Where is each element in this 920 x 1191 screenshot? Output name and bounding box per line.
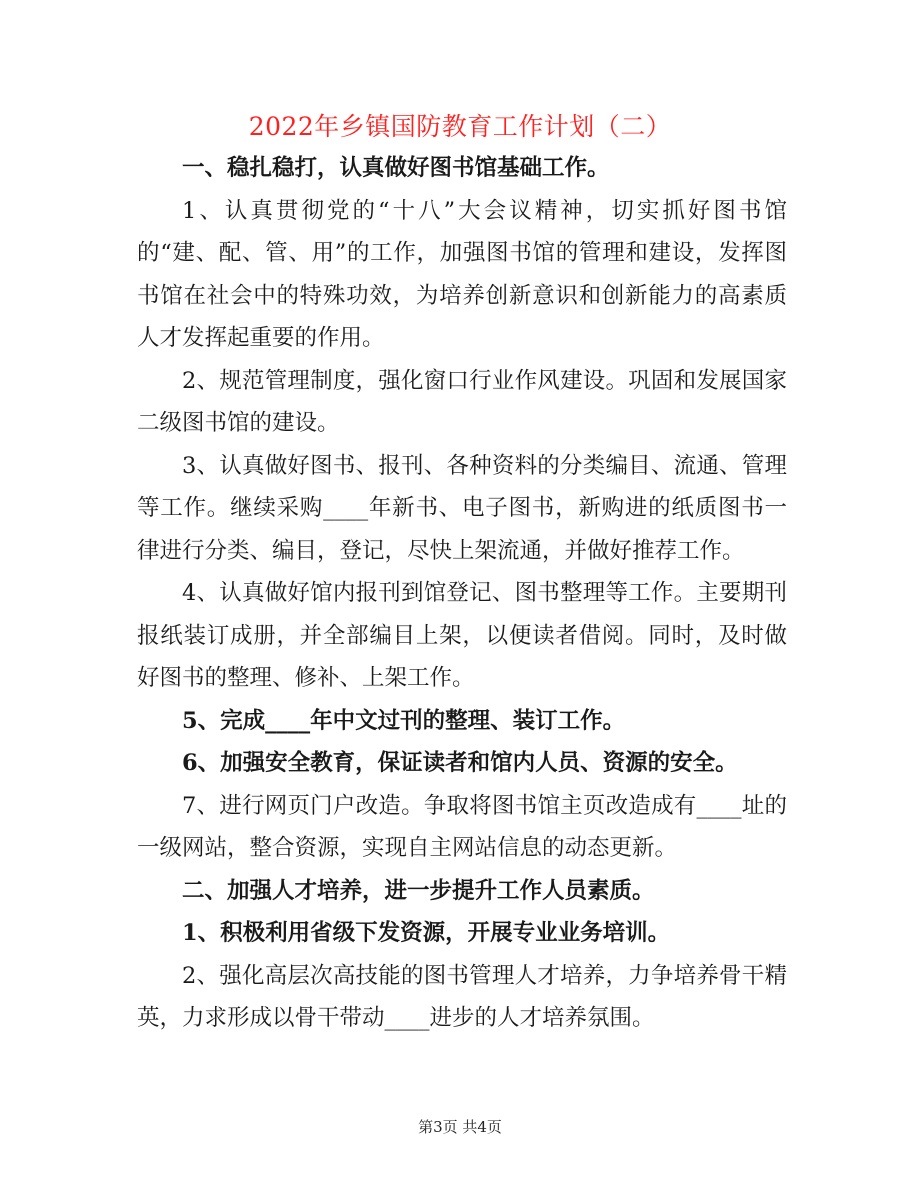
paragraph: 4、认真做好馆内报刊到馆登记、图书整理等工作。主要期刊报纸装订成册，并全部编目上架，以便读者借阅。同时，及时做好图书的整理、修补、上架工作。: [137, 580, 787, 691]
page-number: 第3页 共4页: [418, 1118, 502, 1136]
paragraph: 二、加强人才培养，进一步提升工作人员素质。: [182, 877, 655, 904]
paragraph: 一、稳扎稳打，认真做好图书馆基础工作。: [182, 155, 610, 181]
document-body: [137, 147, 787, 1040]
paragraph: 2、强化高层次高技能的图书管理人才培养，力争培养骨干精英，力求形成以骨干带动____进步的人才培养氛围。: [137, 962, 787, 1031]
paragraph: 1、认真贯彻党的“十八”大会议精神，切实抓好图书馆的“建、配、管、用”的工作，加强图书馆的管理和建设，发挥图书馆在社会中的特殊功效，为培养创新意识和创新能力的高素质人才发挥起重要的作用。: [137, 197, 787, 351]
document-title: 2022年乡镇国防教育工作计划（二）: [248, 112, 672, 141]
paragraph: 7、进行网页门户改造。争取将图书馆主页改造成有____址的一级网站，整合资源，实现自主网站信息的动态更新。: [137, 792, 787, 861]
paragraph: 3、认真做好图书、报刊、各种资料的分类编目、流通、管理等工作。继续采购____年新书、电子图书，新购进的纸质图书一律进行分类、编目，登记，尽快上架流通，并做好推荐工作。: [137, 452, 787, 564]
paragraph: 1、积极利用省级下发资源，开展专业业务培训。: [182, 920, 671, 946]
paragraph: 2、规范管理制度，强化窗口行业作风建设。巩固和发展国家二级图书馆的建设。: [137, 367, 787, 436]
paragraph: 5、完成____年中文过刊的整理、装订工作。: [182, 707, 626, 734]
paragraph: 6、加强安全教育，保证读者和馆内人员、资源的安全。: [182, 750, 738, 776]
